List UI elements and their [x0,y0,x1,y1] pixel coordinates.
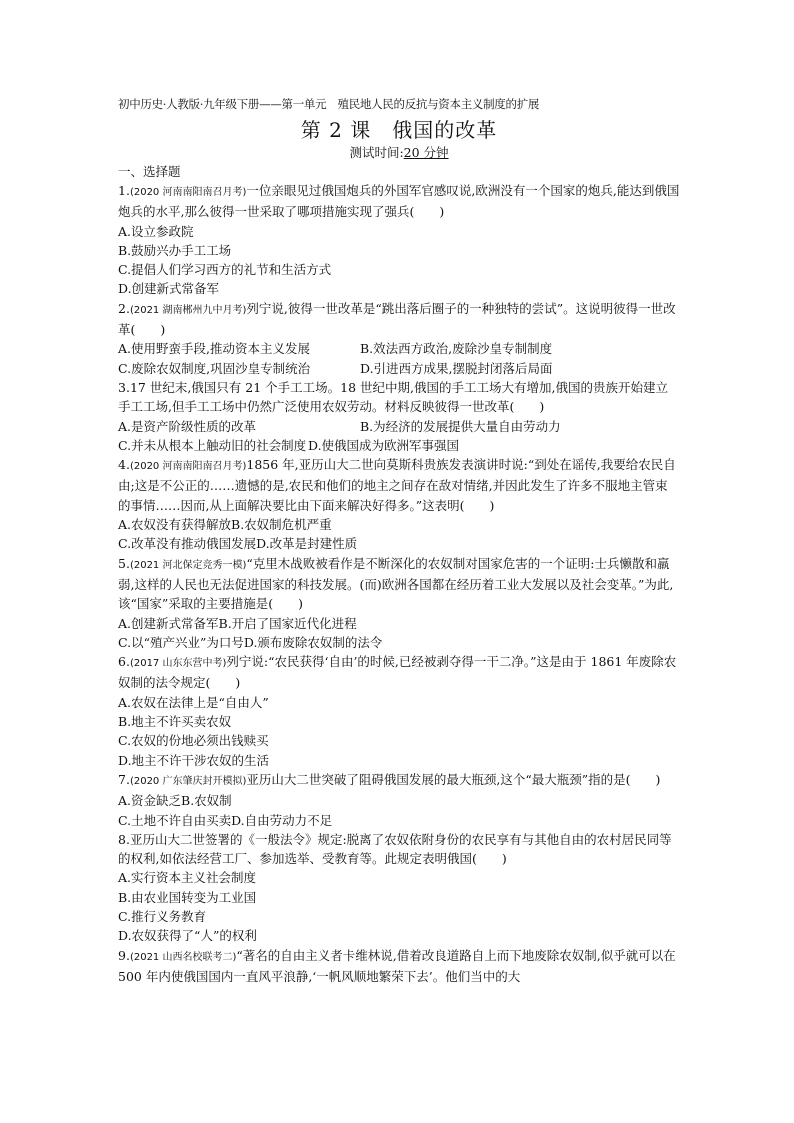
question-stem: “克里木战败被看作是不断深化的农奴制对国家危害的一个证明:士兵懒散和羸弱,这样的人民也无法促进国家的科技发展。(而)欧洲各国都在经历着工业大发展以及社会变革。”为此,该“国家”采取的主要措施是( ) [118,555,674,612]
option-c: C.废除农奴制度,巩固沙皇专制统治 [118,360,311,376]
option-a: A.设立参政院 [118,223,194,239]
option-a: A.实行资本主义社会制度 [118,870,257,886]
option-d: D.引进西方成果,摆脱封闭落后局面 [360,360,553,376]
option-row [118,791,680,810]
option-d: D.创建新式常备军 [118,281,220,297]
section-title: 一、选择题 [118,164,181,179]
question-number: 7. [118,771,130,787]
question-stem: 亚历山大二世突破了阻碍俄国发展的最大瓶颈,这个“最大瓶颈”指的是( ) [246,771,661,787]
option-b: B.鼓励兴办手工工场 [118,242,232,258]
option-a: A.资金缺乏 [118,793,182,809]
question-stem: 列宁说:“农民获得‘自由’的时候,已经被剥夺得一干二净。”这是由于 1861 年废除农奴制的法令规定( ) [118,654,677,691]
question-stem: 亚历山大二世签署的《一般法令》规定:脱离了农奴依附身份的农民享有与其他自由的农村居民同等的权利,如依法经营工厂、参加选举、受教育等。此规定表明俄国( ) [118,831,672,867]
course-path: 初中历史·人教版·九年级下册——第一单元 殖民地人民的反抗与资本主义制度的扩展 [118,97,540,111]
option-c: C.推行义务教育 [118,908,207,924]
question-source: (2020 河南南阳南召月考) [129,187,247,198]
question-number: 2. [118,300,130,316]
question-number: 9. [118,947,130,963]
question-source: (2020 广东肇庆封开模拟) [129,775,247,787]
question-4 [118,455,680,515]
question-source: (2020 河南南阳南召月考) [129,461,247,473]
option-d: D.颁布废除农奴制的法令 [243,634,383,650]
question-9 [118,946,680,987]
option-d: D.自由劳动力不足 [231,812,333,828]
option-b: B.开启了国家近代化进程 [218,615,357,631]
question-stem: 一位亲眼见过俄国炮兵的外国军官感叹说,欧洲没有一个国家的炮兵,能达到俄国炮兵的水平,那么彼得一世采取了哪项措施实现了强兵( ) [118,183,680,220]
question-number: 6. [118,654,130,670]
option-b: B.为经济的发展提供大量自由劳动力 [360,418,561,434]
question-number: 5. [118,555,130,571]
test-time-label: 测试时间: [349,145,404,160]
option-a: A.使用野蛮手段,推动资本主义发展 [118,341,310,357]
option-a: A.农奴没有获得解放 [118,517,232,533]
option-row [118,534,680,553]
option-d: D.农奴获得了“人”的权利 [118,928,257,944]
document-page [118,96,680,986]
option-c: C.土地不许自由买卖 [118,812,232,828]
option-a: A.农奴在法律上是“自由人” [118,694,269,710]
question-8 [118,830,680,869]
question-source: (2017 山东东营中考) [129,658,227,670]
test-time [118,144,680,162]
question-3 [118,378,680,417]
option-row [118,633,680,652]
option-row [118,515,680,534]
question-6 [118,652,680,693]
option-b: B.由农业国转变为工业国 [118,889,257,905]
option-c: C.农奴的份地必须出钱赎买 [118,733,269,749]
question-stem: 1856 年,亚历山大二世向莫斯科贵族发表演讲时说:“到处在谣传,我要给农民自由;这是不公正的……遗憾的是,农民和他们的地主之间存在敌对情绪,并因此发生了许多不服地主管束的事情……因而,从上面解决要比由下面来解决好得多。”这表明( ) [118,457,676,513]
option-b: B.农奴制危机严重 [231,517,332,533]
option-b: B.地主不许买卖农奴 [118,714,232,730]
question-source: (2021 湖南郴州九中月考) [129,304,247,316]
option-c: C.以“殖产兴业”为口号 [118,634,244,650]
question-1 [118,181,680,222]
question-stem: “著名的自由主义者卡维林说,借着改良道路自上而下地废除农奴制,似乎就可以在 500 年内使俄国国内一直风平浪静,‘一帆风顺地繁荣下去’。他们当中的大 [118,947,676,984]
option-row [118,811,680,830]
option-a: A.创建新式常备军 [118,615,219,631]
option-row [118,359,680,378]
option-row [118,614,680,633]
lesson-title: 第 2 课 俄国的改革 [300,118,498,142]
question-5 [118,554,680,614]
option-c: C.并未从根本上触动旧的社会制度 [118,437,307,453]
question-stem: 列宁说,彼得一世改革是“跳出落后圈子的一种独特的尝试”。这说明彼得一世改革( ) [118,300,676,338]
option-c: C.提倡人们学习西方的礼节和生活方式 [118,262,332,278]
question-7 [118,770,680,791]
option-row [118,436,680,455]
test-time-value: 20 分钟 [403,145,449,160]
option-d: D.改革是封建性质 [256,536,358,552]
option-row [118,417,680,436]
option-b: B.效法西方政治,废除沙皇专制制度 [360,341,553,357]
question-number: 1. [118,183,130,198]
question-stem: 17 世纪末,俄国只有 21 个手工工场。18 世纪中期,俄国的手工工场大有增加,俄国的贵族开始建立手工工场,但手工工场中仍然广泛使用农奴劳动。材料反映彼得一世改革( ) [118,379,668,415]
question-number: 3. [118,379,130,395]
option-a: A.是资产阶级性质的改革 [118,418,257,434]
option-c: C.改革没有推动俄国发展 [118,536,257,552]
option-b: B.农奴制 [181,793,232,809]
option-row [118,339,680,358]
question-source: (2021 山西名校联考二) [129,951,237,963]
option-d: D.地主不许干涉农奴的生活 [118,752,270,768]
question-number: 4. [118,457,130,473]
question-number: 8. [118,831,130,847]
question-source: (2021 河北保定竞秀一模) [129,559,247,571]
option-d: D.使俄国成为欧洲军事强国 [308,437,460,453]
question-2 [118,299,680,340]
